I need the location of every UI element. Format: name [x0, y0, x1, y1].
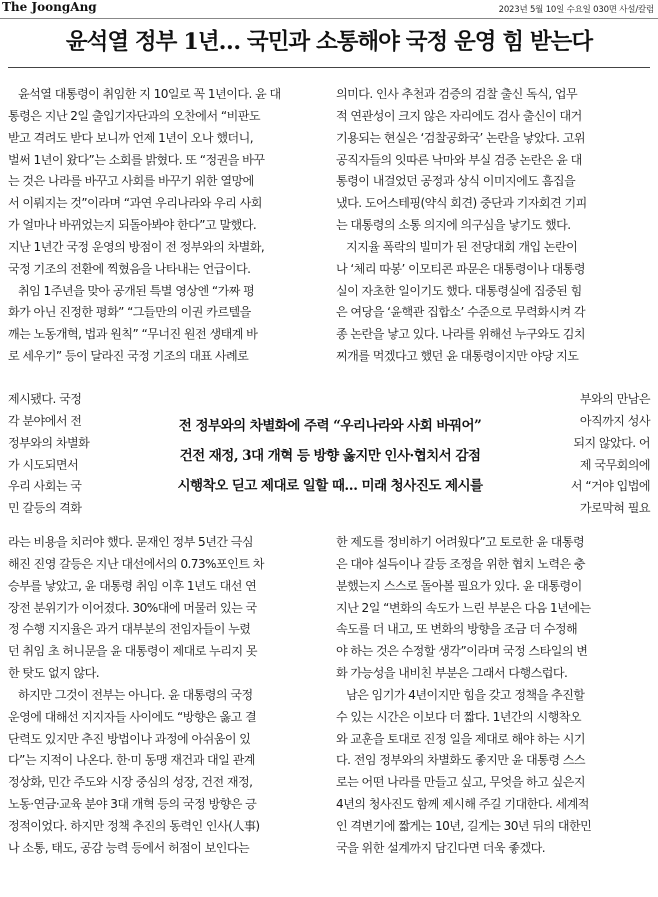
- editorial-headline: 윤석열 정부 1년… 국민과 소통해야 국정 운영 힘 받는다: [65, 29, 593, 55]
- text-line: 화 가능성을 내비친 부분은 그래서 다행스럽다.: [336, 666, 568, 681]
- text-line: 장전 분위기가 이어졌다. 30%대에 머물러 있는 국: [8, 600, 257, 615]
- text-line: 정 수행 지지율은 과거 대부분의 전임자들이 누렸: [8, 622, 251, 637]
- text-line: 부와의 만남은: [579, 392, 650, 406]
- dateline: 2023년 5월 10일 수요일 030면 사설/칼럼: [498, 5, 654, 15]
- text-line: 나 ‘체리 따봉’ 이모티콘 파문은 대통령이나 대통령: [336, 261, 586, 276]
- text-line: 정상화, 민간 주도와 시장 중심의 성장, 건전 재정,: [8, 775, 253, 790]
- text-line: 로 세우기” 등이 달라진 국정 기조의 대표 사례로: [8, 349, 249, 364]
- text-line: 윤석열 대통령이 취임한 지 10일로 꼭 1년이다. 윤 대: [18, 87, 281, 101]
- text-line: 다”는 지적이 나온다. 한·미 동맹 재건과 대일 관계: [8, 753, 255, 768]
- left-column: [8, 84, 330, 368]
- text-line: 정부와의 차별화: [8, 435, 90, 450]
- text-line: 서 “거야 입법에: [570, 479, 650, 494]
- text-line: 가 시도되면서: [8, 457, 79, 472]
- text-line: 운영에 대해선 지지자들 사이에도 “방향은 옳고 결: [8, 709, 257, 724]
- text-line: 받고 격려도 받다 보니까 언제 1년이 오나 했더니,: [8, 130, 254, 145]
- text-line: 각 분야에서 전: [8, 413, 82, 428]
- text-line: 화가 아닌 진정한 평화” “그들만의 이권 카르텔을: [8, 305, 251, 320]
- pull-quote: [128, 411, 532, 501]
- text-line: 하지만 그것이 전부는 아니다. 윤 대통령의 국정: [18, 687, 253, 702]
- text-line: 분했는지 스스로 돌아볼 필요가 있다. 윤 대통령이: [336, 578, 582, 593]
- text-line: 는 대통령의 소통 의지에 의구심을 낳기도 했다.: [336, 218, 571, 233]
- pull-quote-line: 건전 재정, 3대 개혁 등 방향 옳지만 인사·협치서 감점: [179, 448, 481, 464]
- text-line: 라는 비용을 치러야 했다. 문재인 정부 5년간 극심: [8, 535, 254, 549]
- text-line: 찌개를 먹겠다고 했던 윤 대통령이지만 야당 지도: [336, 349, 579, 364]
- text-line: 적 연관성이 크지 않은 자리에도 검사 출신이 대거: [336, 108, 582, 123]
- text-line: 속도를 더 내고, 또 변화의 방향을 조금 더 수정해: [336, 622, 578, 637]
- text-line: 노동·연금·교육 분야 3대 개혁 등의 국정 방향은 긍: [8, 797, 257, 812]
- right-wrap-text: [540, 389, 650, 520]
- text-line: 는 것은 나라를 바꾸고 사회를 바꾸기 위한 열망에: [8, 174, 254, 189]
- text-line: 통령이 내걸었던 공정과 상식 이미지에도 흠집을: [336, 174, 576, 189]
- text-line: 민 갈등의 격화: [8, 501, 82, 516]
- text-line: 우리 사회는 국: [8, 479, 82, 494]
- text-line: 해진 진영 갈등은 지난 대선에서의 0.73%포인트 차: [8, 556, 264, 571]
- right-column-bottom: [336, 532, 650, 860]
- text-line: 남은 임기가 4년이지만 힘을 갖고 정책을 추진할: [346, 687, 585, 702]
- text-line: 수 있는 시간은 이보다 더 짧다. 1년간의 시행착오: [336, 709, 582, 724]
- text-line: 지난 2일 “변화의 속도가 느린 부분은 다음 1년에는: [336, 600, 591, 615]
- text-line: 승부를 낳았고, 윤 대통령 취임 이후 1년도 대선 연: [8, 578, 257, 593]
- text-line: 가로막혀 필요: [579, 501, 650, 516]
- text-line: 야 하는 것은 수정할 생각”이라며 국정 스타일의 변: [336, 644, 588, 659]
- right-column: [336, 84, 650, 368]
- text-line: 취임 1주년을 맞아 공개된 특별 영상엔 “가짜 평: [18, 283, 255, 298]
- text-line: 한 탓도 없지 않다.: [8, 666, 100, 681]
- text-line: 가 얼마나 바뀌었는지 되돌아봐야 한다”고 말했다.: [8, 218, 257, 233]
- pull-quote-line: 전 정부와의 차별화에 주력 “우리나라와 사회 바꿔어”: [178, 418, 482, 434]
- text-line: 은 대야 설득이나 갈등 조정을 위한 협치 노력은 충: [336, 556, 586, 571]
- text-line: 의미다. 인사 추천과 검증의 검찰 출신 독식, 업무: [336, 87, 578, 101]
- text-line: 인 격변기에 짧게는 10년, 길게는 30년 뒤의 대한민: [336, 818, 592, 833]
- text-line: 벌써 1년이 왔다”는 소회를 밝혔다. 또 “정권을 바꾸: [8, 152, 265, 167]
- text-line: 서 이뤄지는 것”이라며 “과연 우리나라와 우리 사회: [8, 196, 262, 211]
- text-line: 정적이었다. 하지만 정책 추진의 동력인 인사(人事): [8, 818, 260, 833]
- text-line: 지난 1년간 국정 운영의 방점이 전 정부와의 차별화,: [8, 239, 265, 254]
- text-line: 제 국무회의에: [579, 457, 650, 472]
- text-line: 4년의 청사진도 함께 제시해 주길 기대한다. 세계적: [336, 797, 589, 812]
- left-column-bottom: [8, 532, 330, 860]
- text-line: 아직까지 성사: [579, 413, 650, 428]
- text-line: 기용되는 현실은 ‘검찰공화국’ 논란을 낳았다. 고위: [336, 130, 586, 145]
- text-line: 냈다. 도어스테핑(약식 회견) 중단과 기자회견 기피: [336, 196, 587, 211]
- text-line: 한 제도를 정비하기 어려웠다”고 토로한 윤 대통령: [336, 535, 585, 549]
- newspaper-logo: The JoongAng: [2, 0, 97, 14]
- text-line: 다. 전임 정부와의 차별화도 좋지만 윤 대통령 스스: [336, 753, 586, 768]
- left-wrap-text: [8, 389, 118, 520]
- text-line: 종 논란을 낳고 있다. 나라를 위해선 누구와도 김치: [336, 327, 586, 342]
- text-line: 국정 기조의 전환에 찍혔음을 나타내는 언급이다.: [8, 261, 251, 276]
- text-line: 깨는 노동개혁, 법과 원칙” “무너진 원전 생태계 바: [8, 327, 258, 342]
- text-line: 나 소통, 태도, 공감 능력 등에서 허점이 보인다는: [8, 840, 250, 855]
- pull-quote-line: 시행착오 딛고 제대로 일할 때… 미래 청사진도 제시를: [177, 478, 483, 494]
- text-line: 실이 자초한 일이기도 했다. 대통령실에 집중된 힘: [336, 283, 582, 298]
- text-line: 로는 어떤 나라를 만들고 싶고, 무엇을 하고 싶은지: [336, 775, 586, 790]
- text-line: 지지율 폭락의 빌미가 된 전당대회 개입 논란이: [346, 239, 578, 254]
- headline-rule: [8, 67, 650, 68]
- text-line: 통령은 지난 2일 출입기자단과의 오찬에서 “비판도: [8, 108, 260, 123]
- text-line: 되지 않았다. 어: [573, 435, 650, 450]
- text-line: 제시됐다. 국정: [8, 392, 82, 406]
- text-line: 와 교훈을 토대로 진정 일을 제대로 해야 하는 시기: [336, 731, 586, 746]
- text-line: 던 취임 초 허니문을 윤 대통령이 제대로 누리지 못: [8, 644, 258, 659]
- top-rule: [0, 18, 658, 19]
- masthead: [0, 0, 658, 18]
- text-line: 공직자들의 잇따른 낙마와 부실 검증 논란은 윤 대: [336, 152, 582, 167]
- text-line: 국을 위한 설계까지 담긴다면 더욱 좋겠다.: [336, 840, 546, 855]
- text-line: 은 여당을 ‘윤핵관 집합소’ 수준으로 무력화시켜 각: [336, 305, 586, 320]
- text-line: 단력도 있지만 추진 방법이나 과정에 아쉬움이 있: [8, 731, 251, 746]
